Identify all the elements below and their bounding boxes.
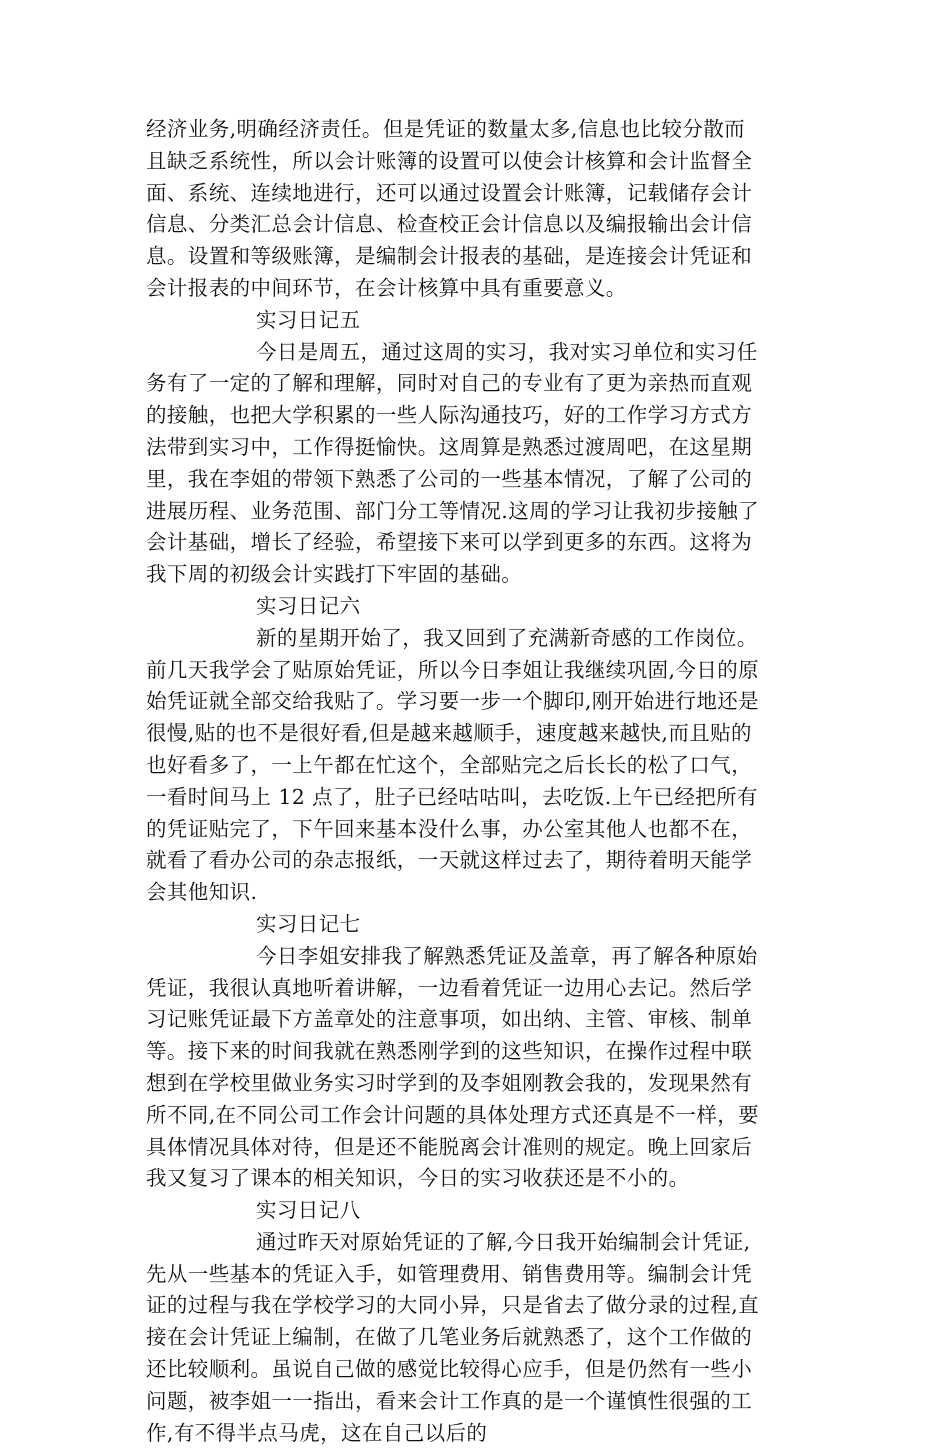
diary-heading: 实习日记八 — [256, 1198, 361, 1223]
text-line: 习记账凭证最下方盖章处的注意事项，如出纳、主管、审核、制单 — [146, 1007, 753, 1032]
text-line: 会计基础，增长了经验，希望接下来可以学到更多的东西。这将为 — [146, 530, 753, 555]
text-line: 始凭证就全部交给我贴了。学习要一步一个脚印,刚开始进行地还是 — [146, 689, 760, 714]
diary-heading: 实习日记五 — [256, 307, 361, 332]
text-line: 等。接下来的时间我就在熟悉刚学到的这些知识，在操作过程中联 — [146, 1039, 753, 1064]
text-line: 也好看多了，一上午都在忙这个，全部贴完之后长长的松了口气， — [146, 752, 753, 777]
text-line: 进展历程、业务范围、部门分工等情况.这周的学习让我初步接触了 — [146, 498, 760, 523]
text-line: 我又复习了课本的相关知识，今日的实习收获还是不小的。 — [146, 1166, 690, 1191]
text-line: 作,有不得半点马虎，这在自己以后的 — [146, 1420, 488, 1445]
text-line: 息。设置和等级账簿，是编制会计报表的基础，是连接会计凭证和 — [146, 244, 753, 269]
text-line: 务有了一定的了解和理解，同时对自己的专业有了更为亲热而直观 — [146, 371, 753, 396]
text-line: 会其他知识. — [146, 880, 258, 905]
text-line: 我下周的初级会计实践打下牢固的基础。 — [146, 562, 523, 587]
text-line: 通过昨天对原始凭证的了解,今日我开始编制会计凭证, — [256, 1229, 751, 1254]
text-line: 凭证，我很认真地听着讲解，一边看着凭证一边用心去记。然后学 — [146, 975, 753, 1000]
text-line: 还比较顺利。虽说自己做的感觉比较得心应手，但是仍然有一些小 — [146, 1357, 753, 1382]
text-line: 所不同,在不同公司工作会计问题的具体处理方式还真是不一样，要 — [146, 1102, 760, 1127]
text-line: 就看了看办公司的杂志报纸，一天就这样过去了，期待着明天能学 — [146, 848, 753, 873]
text-line: 面、系统、连续地进行，还可以通过设置会计账簿，记载储存会计 — [146, 180, 753, 205]
text-line: 的凭证贴完了，下午回来基本没什么事，办公室其他人也都不在， — [146, 816, 753, 841]
text-line: 今日是周五，通过这周的实习，我对实习单位和实习任 — [256, 339, 758, 364]
text-line: 一看时间马上 12 点了，肚子已经咕咕叫，去吃饭.上午已经把所有 — [146, 784, 758, 809]
text-line: 信息、分类汇总会计信息、检查校正会计信息以及编报输出会计信 — [146, 212, 753, 237]
text-line: 证的过程与我在学校学习的大同小异，只是省去了做分录的过程,直 — [146, 1293, 760, 1318]
text-line: 先从一些基本的凭证入手，如管理费用、销售费用等。编制会计凭 — [146, 1261, 753, 1286]
diary-heading: 实习日记六 — [256, 593, 361, 618]
text-line: 很慢,贴的也不是很好看,但是越来越顺手，速度越来越快,而且贴的 — [146, 721, 752, 746]
text-line: 今日李姐安排我了解熟悉凭证及盖章，再了解各种原始 — [256, 943, 758, 968]
text-line: 前几天我学会了贴原始凭证，所以今日李姐让我继续巩固,今日的原 — [146, 657, 760, 682]
text-line: 接在会计凭证上编制，在做了几笔业务后就熟悉了，这个工作做的 — [146, 1325, 753, 1350]
text-line: 新的星期开始了，我又回到了充满新奇感的工作岗位。 — [256, 625, 758, 650]
text-line: 会计报表的中间环节，在会计核算中具有重要意义。 — [146, 275, 627, 300]
text-line: 想到在学校里做业务实习时学到的及李姐刚教会我的，发现果然有 — [146, 1070, 753, 1095]
text-line: 里，我在李姐的带领下熟悉了公司的一些基本情况，了解了公司的 — [146, 466, 753, 491]
text-line: 的接触，也把大学积累的一些人际沟通技巧，好的工作学习方式方 — [146, 403, 753, 428]
text-line: 法带到实习中，工作得挺愉快。这周算是熟悉过渡周吧，在这星期 — [146, 434, 753, 459]
text-line: 问题，被李姐一一指出，看来会计工作真的是一个谨慎性很强的工 — [146, 1388, 753, 1413]
text-line: 且缺乏系统性，所以会计账簿的设置可以使会计核算和会计监督全 — [146, 148, 753, 173]
text-line: 具体情况具体对待，但是还不能脱离会计准则的规定。晚上回家后 — [146, 1134, 753, 1159]
document-body — [146, 114, 806, 1449]
diary-heading: 实习日记七 — [256, 911, 361, 936]
text-line: 经济业务,明确经济责任。但是凭证的数量太多,信息也比较分散而 — [146, 117, 746, 141]
